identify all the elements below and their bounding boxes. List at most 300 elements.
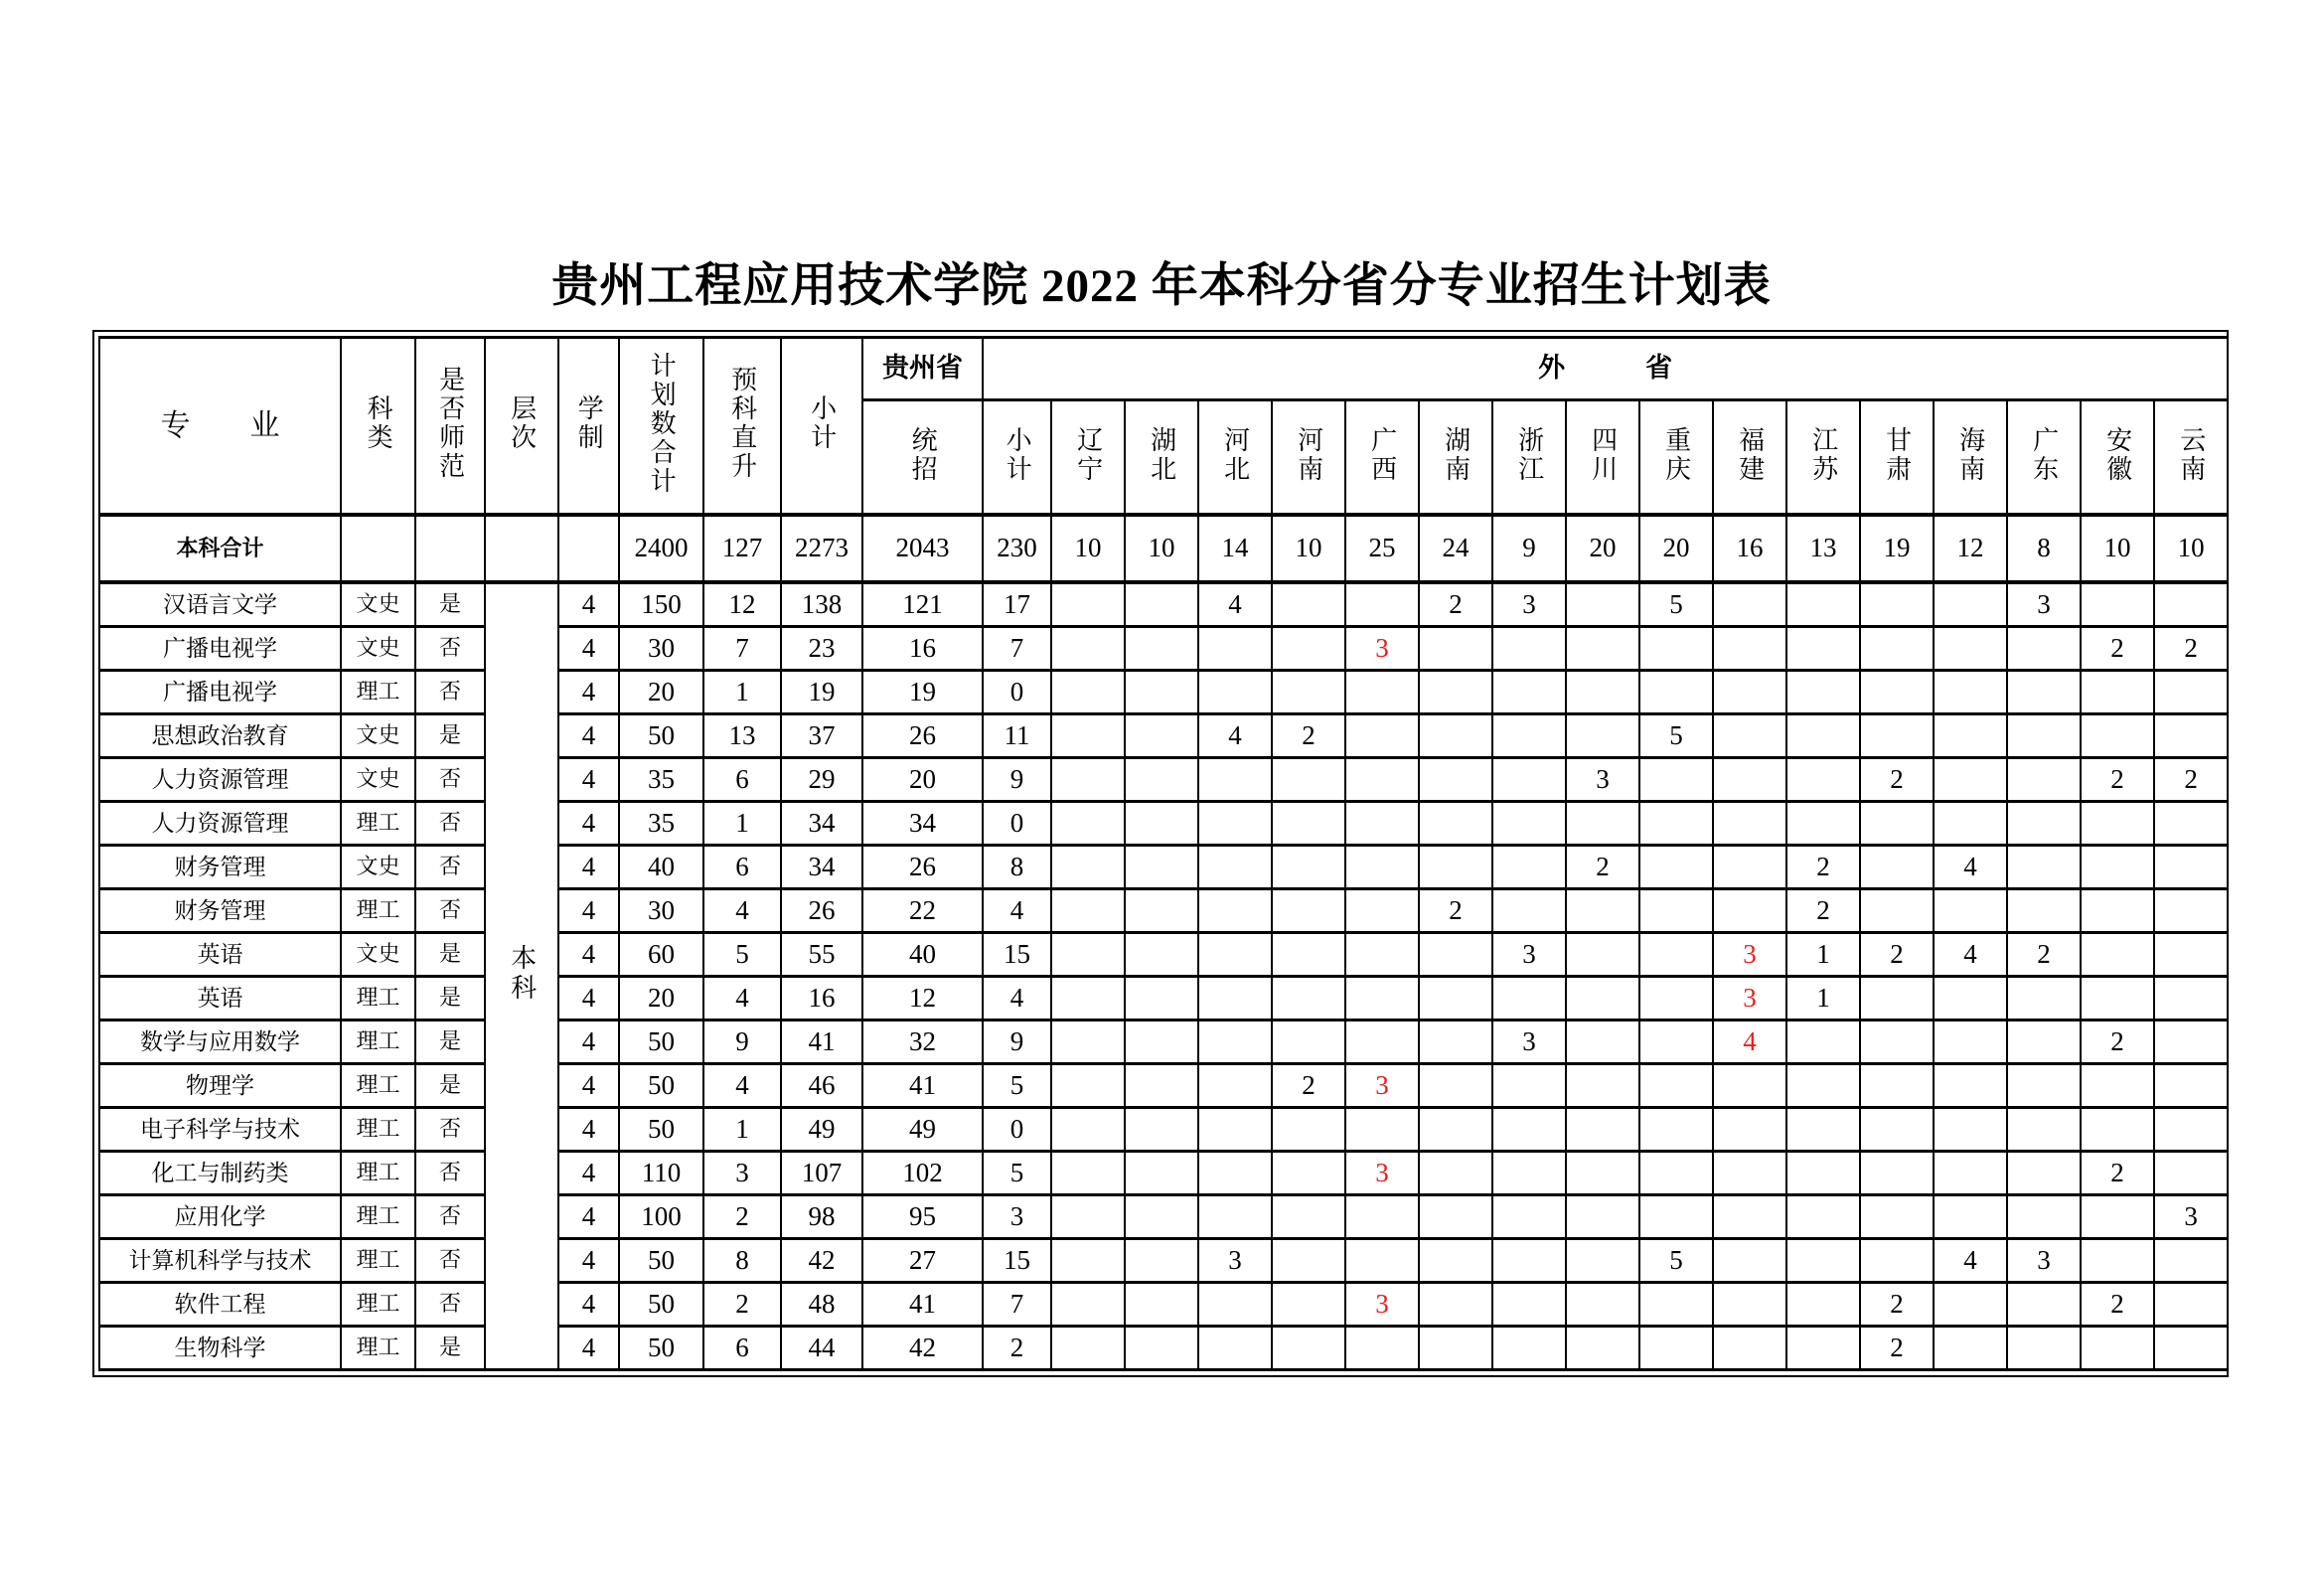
table-row [99, 802, 2228, 846]
province-cell [1198, 1020, 1272, 1064]
out-subtotal-cell: 7 [983, 627, 1051, 671]
is-normal-cell: 否 [415, 846, 485, 889]
province-cell [2081, 714, 2154, 758]
subtotal-cell: 34 [781, 802, 862, 846]
col-header-province: 云南 [2154, 400, 2228, 516]
province-cell [2081, 846, 2154, 889]
subtotal-cell: 37 [781, 714, 862, 758]
province-cell [1125, 758, 1198, 802]
col-header-province: 浙江 [1492, 400, 1566, 516]
province-cell [1198, 1152, 1272, 1195]
province-cell [1051, 889, 1125, 933]
province-cell [1272, 1195, 1345, 1239]
guizhou-unified-cell: 26 [862, 846, 983, 889]
province-cell: 3 [1566, 758, 1639, 802]
province-cell [1272, 1239, 1345, 1283]
province-cell [1272, 802, 1345, 846]
is-normal-cell: 否 [415, 1152, 485, 1195]
province-cell [1566, 714, 1639, 758]
province-cell [2081, 1327, 2154, 1370]
province-cell [1934, 1327, 2007, 1370]
plan-total-cell: 150 [619, 582, 703, 627]
plan-total-cell: 100 [619, 1195, 703, 1239]
duration-cell: 4 [558, 1283, 619, 1327]
table-row [99, 889, 2228, 933]
prep-direct-cell: 9 [703, 1020, 781, 1064]
category-cell: 理工 [341, 1152, 415, 1195]
guizhou-unified-cell: 12 [862, 977, 983, 1020]
province-cell [1566, 1064, 1639, 1108]
out-subtotal-cell: 7 [983, 1283, 1051, 1327]
col-header-subtotal: 小计 [781, 338, 862, 516]
table-row [99, 1239, 2228, 1283]
province-cell [2007, 627, 2081, 671]
table-row [99, 846, 2228, 889]
province-cell [1198, 627, 1272, 671]
province-cell [1051, 1283, 1125, 1327]
province-cell [1786, 671, 1860, 714]
province-cell [1051, 1239, 1125, 1283]
subtotal-cell: 44 [781, 1327, 862, 1370]
province-cell [1272, 1152, 1345, 1195]
province-cell [1566, 627, 1639, 671]
empty-cell [415, 515, 485, 582]
province-cell [1934, 1283, 2007, 1327]
province-cell [1860, 671, 1934, 714]
major-cell: 英语 [99, 933, 341, 977]
province-cell [1419, 802, 1492, 846]
prep-direct-cell: 6 [703, 1327, 781, 1370]
guizhou-unified-cell: 19 [862, 671, 983, 714]
province-cell [1345, 1108, 1419, 1152]
province-cell [1713, 1152, 1786, 1195]
province-cell [1198, 1327, 1272, 1370]
category-cell: 理工 [341, 802, 415, 846]
province-cell [1419, 1195, 1492, 1239]
province-cell [1198, 1283, 1272, 1327]
duration-cell: 4 [558, 1327, 619, 1370]
province-cell [1051, 846, 1125, 889]
category-cell: 理工 [341, 1195, 415, 1239]
guizhou-unified-cell: 34 [862, 802, 983, 846]
province-cell [1566, 889, 1639, 933]
plan-total-cell: 30 [619, 889, 703, 933]
province-cell [2007, 714, 2081, 758]
summary-value-cell: 25 [1345, 515, 1419, 582]
province-cell [1125, 1239, 1198, 1283]
province-cell [1934, 1064, 2007, 1108]
province-cell [1713, 889, 1786, 933]
province-cell [1639, 1064, 1713, 1108]
prep-direct-cell: 1 [703, 671, 781, 714]
major-cell: 广播电视学 [99, 627, 341, 671]
subtotal-cell: 138 [781, 582, 862, 627]
plan-total-cell: 50 [619, 1327, 703, 1370]
guizhou-unified-cell: 16 [862, 627, 983, 671]
subtotal-cell: 41 [781, 1020, 862, 1064]
category-cell: 理工 [341, 1108, 415, 1152]
province-cell [2081, 582, 2154, 627]
plan-total-cell: 110 [619, 1152, 703, 1195]
table-row [99, 1064, 2228, 1108]
prep-direct-cell: 6 [703, 758, 781, 802]
guizhou-unified-cell: 121 [862, 582, 983, 627]
province-cell [1786, 1108, 1860, 1152]
summary-value-cell: 13 [1786, 515, 1860, 582]
province-cell [1272, 1283, 1345, 1327]
duration-cell: 4 [558, 1195, 619, 1239]
province-cell [1934, 582, 2007, 627]
summary-value-cell: 10 [1125, 515, 1198, 582]
province-cell [1198, 802, 1272, 846]
major-cell: 计算机科学与技术 [99, 1239, 341, 1283]
province-cell [1713, 802, 1786, 846]
province-cell [2007, 758, 2081, 802]
province-cell [1198, 671, 1272, 714]
province-cell: 5 [1639, 714, 1713, 758]
category-cell: 理工 [341, 889, 415, 933]
province-cell [2154, 1283, 2228, 1327]
subtotal-cell: 19 [781, 671, 862, 714]
major-cell: 人力资源管理 [99, 802, 341, 846]
province-cell: 3 [2007, 1239, 2081, 1283]
col-header-province: 福建 [1713, 400, 1786, 516]
summary-value-cell: 20 [1639, 515, 1713, 582]
province-cell [1860, 1064, 1934, 1108]
province-cell [2081, 1195, 2154, 1239]
province-cell [1639, 1152, 1713, 1195]
province-cell [1786, 1239, 1860, 1283]
prep-direct-cell: 3 [703, 1152, 781, 1195]
province-cell: 2 [2081, 627, 2154, 671]
province-cell [2007, 1283, 2081, 1327]
subtotal-cell: 48 [781, 1283, 862, 1327]
province-cell [2154, 933, 2228, 977]
summary-value-cell: 230 [983, 515, 1051, 582]
province-cell [1345, 582, 1419, 627]
is-normal-cell: 是 [415, 714, 485, 758]
province-cell [1198, 977, 1272, 1020]
province-cell: 4 [1934, 846, 2007, 889]
province-cell [1492, 1152, 1566, 1195]
prep-direct-cell: 12 [703, 582, 781, 627]
province-cell [1345, 802, 1419, 846]
duration-cell: 4 [558, 933, 619, 977]
col-header-plan-total: 计划数合计 [619, 338, 703, 516]
category-cell: 文史 [341, 627, 415, 671]
province-cell [1639, 846, 1713, 889]
page-title: 贵州工程应用技术学院 2022 年本科分省分专业招生计划表 [551, 260, 1772, 312]
province-cell: 2 [1419, 889, 1492, 933]
table-row [99, 582, 2228, 627]
province-cell [1786, 1195, 1860, 1239]
col-header-out-province: 外 省 [983, 338, 2228, 400]
province-cell [1639, 1108, 1713, 1152]
header-row-groups [99, 338, 2228, 400]
province-cell [2081, 1108, 2154, 1152]
col-header-province: 辽宁 [1051, 400, 1125, 516]
province-cell [1639, 627, 1713, 671]
province-cell [1786, 1327, 1860, 1370]
province-cell: 4 [1934, 933, 2007, 977]
province-cell [1051, 1152, 1125, 1195]
province-cell [1419, 671, 1492, 714]
out-subtotal-cell: 5 [983, 1152, 1051, 1195]
province-cell [1639, 671, 1713, 714]
level-cell: 本科 [485, 582, 558, 1370]
is-normal-cell: 是 [415, 1020, 485, 1064]
table-row [99, 671, 2228, 714]
province-cell [1198, 1195, 1272, 1239]
province-cell: 2 [2154, 627, 2228, 671]
province-cell [2154, 977, 2228, 1020]
out-subtotal-cell: 3 [983, 1195, 1051, 1239]
province-cell: 3 [1492, 582, 1566, 627]
province-cell [1272, 1108, 1345, 1152]
province-cell [2007, 977, 2081, 1020]
province-cell [1566, 671, 1639, 714]
province-cell: 2 [1786, 889, 1860, 933]
province-cell [1934, 889, 2007, 933]
province-cell [1860, 846, 1934, 889]
province-cell: 3 [1345, 627, 1419, 671]
province-cell [1051, 671, 1125, 714]
table-row [99, 714, 2228, 758]
table-row [99, 1020, 2228, 1064]
province-cell [1492, 802, 1566, 846]
col-header-is-normal: 是否师范 [415, 338, 485, 516]
province-cell [1786, 1064, 1860, 1108]
table-row [99, 1195, 2228, 1239]
province-cell [1786, 582, 1860, 627]
is-normal-cell: 否 [415, 1239, 485, 1283]
is-normal-cell: 是 [415, 977, 485, 1020]
province-cell [1566, 1152, 1639, 1195]
province-cell [2154, 1108, 2228, 1152]
subtotal-cell: 16 [781, 977, 862, 1020]
province-cell [1786, 714, 1860, 758]
duration-cell: 4 [558, 1152, 619, 1195]
province-cell [1639, 1020, 1713, 1064]
out-subtotal-cell: 15 [983, 1239, 1051, 1283]
summary-value-cell: 2400 [619, 515, 703, 582]
col-header-province: 江苏 [1786, 400, 1860, 516]
province-cell: 5 [1639, 582, 1713, 627]
province-cell [1051, 1195, 1125, 1239]
province-cell [1051, 977, 1125, 1020]
summary-value-cell: 2273 [781, 515, 862, 582]
province-cell [2081, 1239, 2154, 1283]
plan-total-cell: 50 [619, 714, 703, 758]
province-cell: 3 [1345, 1152, 1419, 1195]
duration-cell: 4 [558, 977, 619, 1020]
table-row [99, 1283, 2228, 1327]
table-row [99, 1152, 2228, 1195]
guizhou-unified-cell: 20 [862, 758, 983, 802]
out-subtotal-cell: 11 [983, 714, 1051, 758]
summary-value-cell: 10 [2081, 515, 2154, 582]
major-cell: 英语 [99, 977, 341, 1020]
province-cell [1934, 714, 2007, 758]
province-cell [1492, 1064, 1566, 1108]
province-cell [1860, 1239, 1934, 1283]
col-header-province: 广东 [2007, 400, 2081, 516]
province-cell [2007, 1152, 2081, 1195]
province-cell [1272, 1020, 1345, 1064]
summary-value-cell: 10 [1272, 515, 1345, 582]
summary-value-cell: 19 [1860, 515, 1934, 582]
col-header-prep-direct: 预科直升 [703, 338, 781, 516]
province-cell: 4 [1198, 582, 1272, 627]
prep-direct-cell: 4 [703, 1064, 781, 1108]
province-cell [2154, 802, 2228, 846]
province-cell [1934, 758, 2007, 802]
plan-total-cell: 50 [619, 1283, 703, 1327]
province-cell [2007, 846, 2081, 889]
province-cell [2007, 1195, 2081, 1239]
guizhou-unified-cell: 102 [862, 1152, 983, 1195]
province-cell [1860, 627, 1934, 671]
guizhou-unified-cell: 26 [862, 714, 983, 758]
province-cell [1492, 1239, 1566, 1283]
province-cell [1051, 933, 1125, 977]
province-cell [1272, 889, 1345, 933]
major-cell: 物理学 [99, 1064, 341, 1108]
subtotal-cell: 29 [781, 758, 862, 802]
out-subtotal-cell: 5 [983, 1064, 1051, 1108]
col-header-province: 安徽 [2081, 400, 2154, 516]
province-cell [2081, 802, 2154, 846]
province-cell [1125, 627, 1198, 671]
province-cell [1125, 671, 1198, 714]
province-cell: 1 [1786, 977, 1860, 1020]
province-cell [1125, 889, 1198, 933]
province-cell [2007, 1020, 2081, 1064]
province-cell [2007, 889, 2081, 933]
province-cell: 4 [1713, 1020, 1786, 1064]
province-cell [1051, 582, 1125, 627]
summary-value-cell: 9 [1492, 515, 1566, 582]
prep-direct-cell: 8 [703, 1239, 781, 1283]
province-cell: 2 [1860, 1327, 1934, 1370]
summary-value-cell: 16 [1713, 515, 1786, 582]
guizhou-unified-cell: 27 [862, 1239, 983, 1283]
table-row [99, 1108, 2228, 1152]
province-cell: 3 [1345, 1283, 1419, 1327]
province-cell [1713, 1108, 1786, 1152]
province-cell [1934, 1108, 2007, 1152]
province-cell [1492, 1108, 1566, 1152]
province-cell: 3 [1713, 977, 1786, 1020]
province-cell: 1 [1786, 933, 1860, 977]
major-cell: 应用化学 [99, 1195, 341, 1239]
province-cell: 2 [2081, 1283, 2154, 1327]
province-cell [1272, 582, 1345, 627]
province-cell: 3 [1492, 933, 1566, 977]
province-cell [1345, 714, 1419, 758]
category-cell: 文史 [341, 933, 415, 977]
province-cell [1860, 1108, 1934, 1152]
duration-cell: 4 [558, 582, 619, 627]
province-cell [1419, 1152, 1492, 1195]
province-cell: 4 [1934, 1239, 2007, 1283]
province-cell [1198, 1064, 1272, 1108]
province-cell [1345, 671, 1419, 714]
out-subtotal-cell: 0 [983, 671, 1051, 714]
province-cell [2081, 977, 2154, 1020]
province-cell [1713, 1064, 1786, 1108]
province-cell [1713, 1195, 1786, 1239]
prep-direct-cell: 1 [703, 1108, 781, 1152]
province-cell [1272, 671, 1345, 714]
plan-total-cell: 40 [619, 846, 703, 889]
category-cell: 理工 [341, 1327, 415, 1370]
category-cell: 理工 [341, 1020, 415, 1064]
duration-cell: 4 [558, 1239, 619, 1283]
is-normal-cell: 否 [415, 671, 485, 714]
province-cell [1492, 671, 1566, 714]
out-subtotal-cell: 4 [983, 889, 1051, 933]
province-cell [1051, 1064, 1125, 1108]
table-frame [92, 330, 2229, 1377]
major-cell: 广播电视学 [99, 671, 341, 714]
summary-value-cell: 2043 [862, 515, 983, 582]
summary-value-cell: 12 [1934, 515, 2007, 582]
province-cell [1051, 758, 1125, 802]
major-cell: 人力资源管理 [99, 758, 341, 802]
major-cell: 汉语言文学 [99, 582, 341, 627]
province-cell [2007, 802, 2081, 846]
duration-cell: 4 [558, 1020, 619, 1064]
duration-cell: 4 [558, 1108, 619, 1152]
province-cell [1051, 1020, 1125, 1064]
prep-direct-cell: 7 [703, 627, 781, 671]
province-cell [1125, 1108, 1198, 1152]
province-cell [1860, 977, 1934, 1020]
col-header-province: 海南 [1934, 400, 2007, 516]
province-cell [1860, 714, 1934, 758]
duration-cell: 4 [558, 714, 619, 758]
province-cell [1125, 582, 1198, 627]
province-cell [1345, 1327, 1419, 1370]
province-cell [1419, 1108, 1492, 1152]
province-cell: 5 [1639, 1239, 1713, 1283]
province-cell [1934, 1020, 2007, 1064]
province-cell [1566, 1327, 1639, 1370]
province-cell [1345, 1195, 1419, 1239]
province-cell [1125, 714, 1198, 758]
province-cell [1492, 1283, 1566, 1327]
province-cell [1125, 1283, 1198, 1327]
province-cell [1934, 671, 2007, 714]
province-cell [1419, 1283, 1492, 1327]
guizhou-unified-cell: 42 [862, 1327, 983, 1370]
duration-cell: 4 [558, 627, 619, 671]
is-normal-cell: 否 [415, 889, 485, 933]
province-cell: 2 [2154, 758, 2228, 802]
province-cell [2154, 846, 2228, 889]
province-cell [1492, 846, 1566, 889]
subtotal-cell: 46 [781, 1064, 862, 1108]
table-row [99, 933, 2228, 977]
col-header-province: 四川 [1566, 400, 1639, 516]
out-subtotal-cell: 15 [983, 933, 1051, 977]
col-header-level: 层次 [485, 338, 558, 516]
province-cell [1272, 933, 1345, 977]
province-cell [1419, 1327, 1492, 1370]
col-header-category: 科类 [341, 338, 415, 516]
province-cell [1419, 846, 1492, 889]
